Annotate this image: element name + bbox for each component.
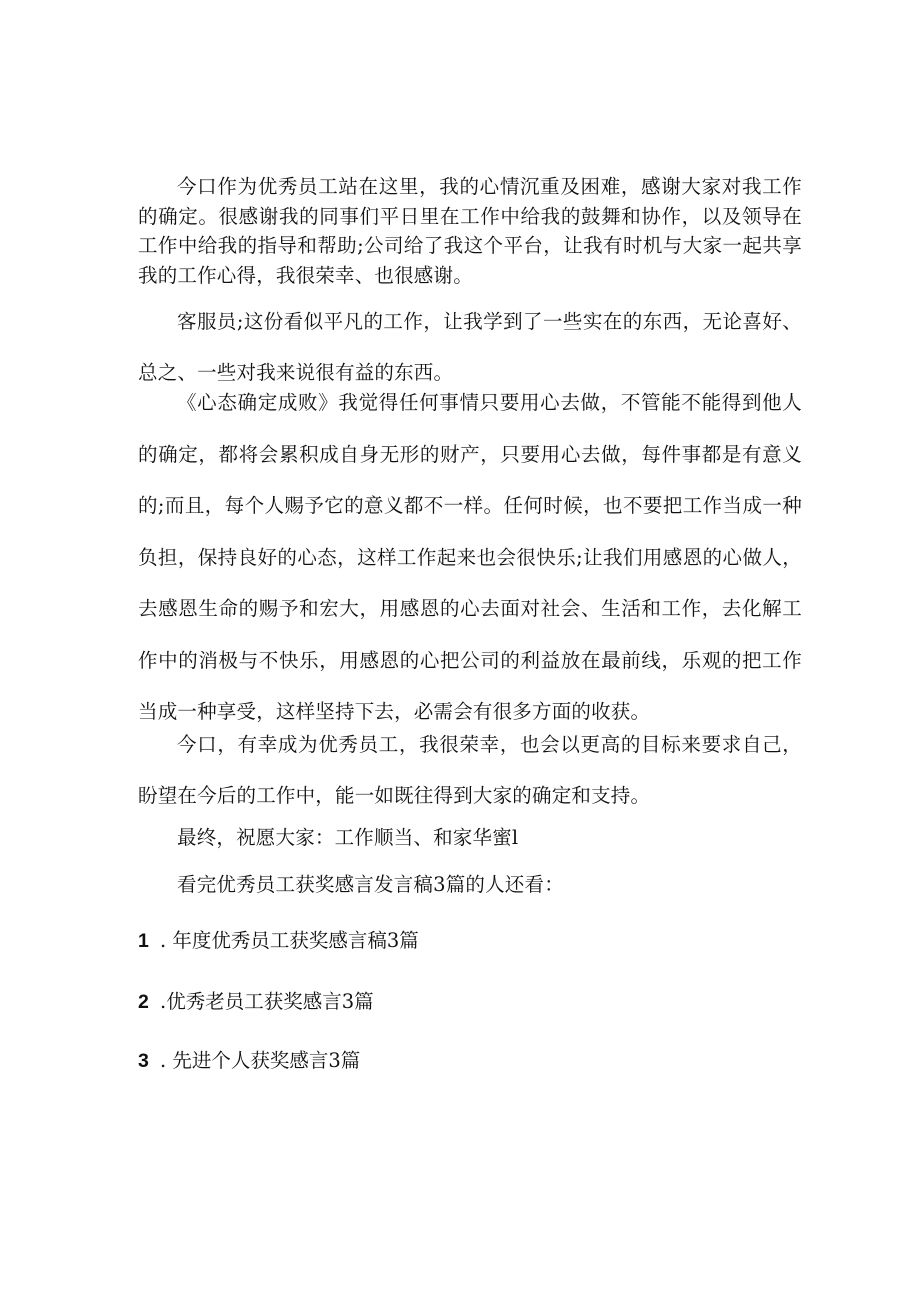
related-link-2[interactable] xyxy=(138,987,374,1017)
related-link-text: .优秀老员工获奖感言3篇 xyxy=(160,990,374,1013)
paragraph-attitude: 《心态确定成败》我觉得任何事情只要用心去做，不管能不能得到他人的确定，都将会累积成自身无形的财产，只要用心去做，每件事都是有意义的;而且，每个人赐予它的意义都不一样。任何时候，也不要把工作当成一种负担，保持良好的心态，这样工作起来也会很快乐;让我们用感恩的心做人，去感恩生命的赐予和宏大，用感恩的心去面对社会、生活和工作，去化解工作中的消极与不快乐，用感恩的心把公司的利益放在最前线，乐观的把工作当成一种享受，这样坚持下去，必需会有很多方面的收获。 xyxy=(138,391,802,723)
related-link-number: 3 xyxy=(138,1050,149,1072)
related-link-3[interactable] xyxy=(138,1046,360,1076)
related-link-number: 1 xyxy=(138,930,149,952)
paragraph-honor: 今口，有幸成为优秀员工，我很荣幸，也会以更高的目标来要求自己，盼望在今后的工作中，能一如既往得到大家的确定和支持。 xyxy=(138,733,802,807)
related-link-1[interactable] xyxy=(138,926,419,956)
paragraph-intro: 今口作为优秀员工站在这里，我的心情沉重及困难，感谢大家对我工作的确定。很感谢我的同事们平日里在工作中给我的鼓舞和协作，以及领导在工作中给我的指导和帮助;公司给了我这个平台，让我有时机与大家一起共享我的工作心得，我很荣幸、也很感谢。 xyxy=(138,175,802,287)
related-link-text: . 先进个人获奖感言3篇 xyxy=(160,1049,361,1072)
related-link-text: . 年度优秀员工获奖感言稿3篇 xyxy=(160,929,419,952)
paragraph-wishes: 最终，祝愿大家：工作顺当、和家华蜜l xyxy=(177,826,519,849)
related-link-number: 2 xyxy=(138,991,149,1013)
related-heading: 看完优秀员工获奖感言发言稿3篇的人还看： xyxy=(177,873,564,896)
paragraph-customer-service: 客服员;这份看似平凡的工作，让我学到了一些实在的东西，无论喜好、总之、一些对我来说很有益的东西。 xyxy=(138,310,802,384)
